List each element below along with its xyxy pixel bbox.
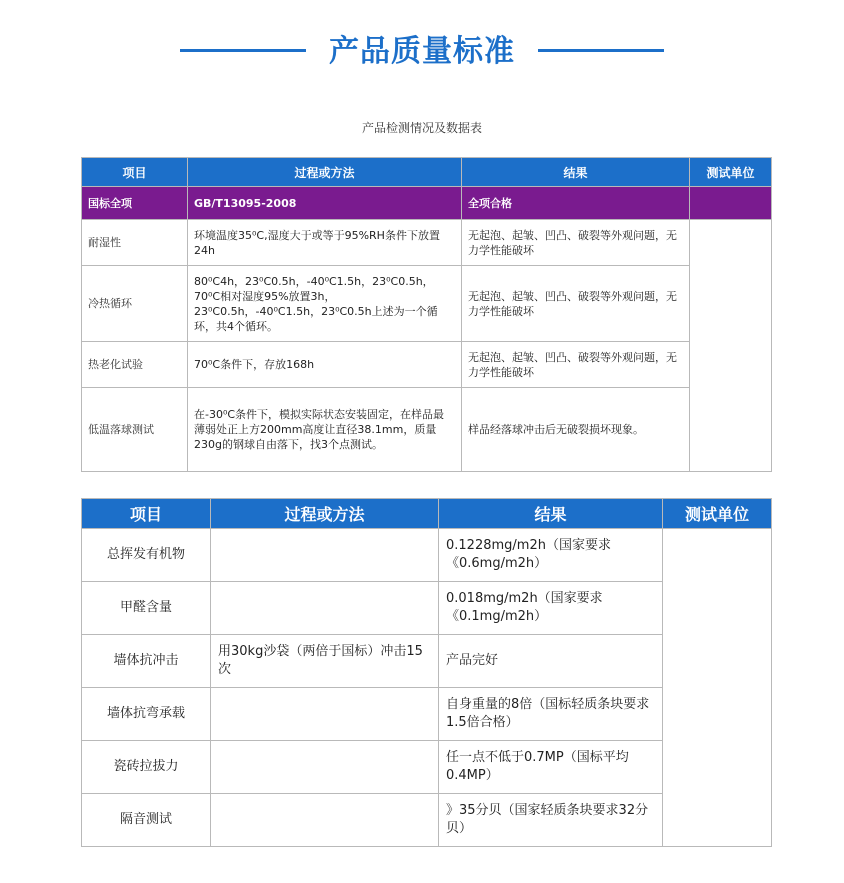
table-row <box>82 342 772 388</box>
inspection-table <box>81 157 772 472</box>
header-result: 结果 <box>462 158 690 187</box>
row-item: 墙体抗弯承载 <box>82 688 211 741</box>
row-method <box>211 741 439 794</box>
table-row <box>82 266 772 342</box>
row-result: 无起泡、起皱、凹凸、破裂等外观问题，无力学性能破坏 <box>462 220 690 266</box>
row-method <box>211 529 439 582</box>
standard-item: 国标全项 <box>82 187 188 220</box>
standard-result: 全项合格 <box>462 187 690 220</box>
standard-row <box>82 187 772 220</box>
row-item: 甲醛含量 <box>82 582 211 635</box>
table-row <box>82 388 772 472</box>
row-result: 无起泡、起皱、凹凸、破裂等外观问题，无力学性能破坏 <box>462 266 690 342</box>
table-header-row <box>82 158 772 187</box>
header-result: 结果 <box>439 499 663 529</box>
row-method: 用30kg沙袋（两倍于国标）冲击15次 <box>211 635 439 688</box>
row-result: 0.1228mg/m2h（国家要求《0.6mg/m2h） <box>439 529 663 582</box>
row-unit <box>690 220 772 472</box>
header-item: 项目 <box>82 158 188 187</box>
table-row <box>82 529 772 582</box>
header-unit: 测试单位 <box>663 499 772 529</box>
row-method <box>211 794 439 847</box>
header-method: 过程或方法 <box>188 158 462 187</box>
row-result: 》35分贝（国家轻质条块要求32分贝） <box>439 794 663 847</box>
header-item: 项目 <box>82 499 211 529</box>
row-item: 耐湿性 <box>82 220 188 266</box>
header-method: 过程或方法 <box>211 499 439 529</box>
row-result: 无起泡、起皱、凹凸、破裂等外观问题，无力学性能破坏 <box>462 342 690 388</box>
title-divider-right <box>538 49 664 52</box>
row-result: 任一点不低于0.7MP（国标平均0.4MP） <box>439 741 663 794</box>
row-item: 隔音测试 <box>82 794 211 847</box>
table-caption: 产品检测情况及数据表 <box>361 121 482 135</box>
row-item: 热老化试验 <box>82 342 188 388</box>
page-header <box>0 24 844 74</box>
row-item: 低温落球测试 <box>82 388 188 472</box>
row-unit <box>663 529 772 847</box>
standard-method: GB/T13095-2008 <box>188 187 462 220</box>
page-title: 产品质量标准 <box>329 34 515 69</box>
row-item: 瓷砖拉拔力 <box>82 741 211 794</box>
row-method: 70⁰C条件下，存放168h <box>188 342 462 388</box>
row-method: 环境温度35⁰C,湿度大于或等于95%RH条件下放置24h <box>188 220 462 266</box>
row-result: 自身重量的8倍（国标轻质条块要求1.5倍合格） <box>439 688 663 741</box>
table-header-row <box>82 499 772 529</box>
header-unit: 测试单位 <box>690 158 772 187</box>
row-item: 墙体抗冲击 <box>82 635 211 688</box>
row-result: 产品完好 <box>439 635 663 688</box>
row-item: 冷热循环 <box>82 266 188 342</box>
row-method: 在-30⁰C条件下，模拟实际状态安装固定，在样品最薄弱处正上方200mm高度让直径38.1mm，质量230g的钢球自由落下，找3个点测试。 <box>188 388 462 472</box>
table-row <box>82 220 772 266</box>
row-result: 0.018mg/m2h（国家要求《0.1mg/m2h） <box>439 582 663 635</box>
standard-unit <box>690 187 772 220</box>
row-method <box>211 582 439 635</box>
row-result: 样品经落球冲击后无破裂损坏现象。 <box>462 388 690 472</box>
row-item: 总挥发有机物 <box>82 529 211 582</box>
performance-table <box>81 498 772 847</box>
title-divider-left <box>180 49 306 52</box>
row-method: 80⁰C4h，23⁰C0.5h，-40⁰C1.5h，23⁰C0.5h，70⁰C相对湿度95%放置3h，23⁰C0.5h，-40⁰C1.5h，23⁰C0.5h上述为一个循环，共4个循环。 <box>188 266 462 342</box>
row-method <box>211 688 439 741</box>
